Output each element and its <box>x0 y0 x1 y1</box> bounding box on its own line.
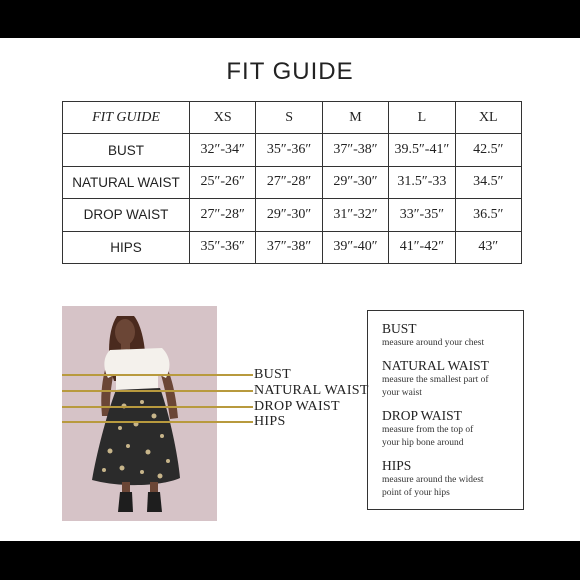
definition-item <box>382 358 515 400</box>
table-cell: 27″-28″ <box>256 166 322 198</box>
neck-shape <box>121 342 130 350</box>
definition-term: NATURAL WAIST <box>382 358 489 373</box>
hips-label: HIPS <box>254 414 286 429</box>
table-header-cell: FIT GUIDE <box>63 102 190 134</box>
definition-item <box>382 458 515 500</box>
table-row <box>63 231 522 263</box>
table-cell: 31″-32″ <box>322 199 388 231</box>
table-cell: 42.5″ <box>455 134 521 166</box>
definition-desc: measure from the top of <box>382 425 474 435</box>
table-cell: 36.5″ <box>455 199 521 231</box>
measurement-line-extensions <box>217 306 255 436</box>
table-cell: 31.5″-33 <box>389 166 455 198</box>
definition-desc: your hip bone around <box>382 438 464 448</box>
top-shape <box>104 348 169 390</box>
table-cell: 33″-35″ <box>389 199 455 231</box>
table-cell: 27″-28″ <box>190 199 256 231</box>
row-label: DROP WAIST <box>63 199 190 231</box>
page-title: FIT GUIDE <box>226 58 354 85</box>
table-row <box>63 134 522 166</box>
row-label: HIPS <box>63 231 190 263</box>
measurement-definitions <box>367 310 524 510</box>
table-cell: 32″-34″ <box>190 134 256 166</box>
table-row <box>63 166 522 198</box>
table-header-cell: M <box>322 102 388 134</box>
definition-desc: measure the smallest part of <box>382 375 489 385</box>
definition-item <box>382 321 515 350</box>
row-label: NATURAL WAIST <box>63 166 190 198</box>
table-cell: 37″-38″ <box>322 134 388 166</box>
definition-desc: your waist <box>382 388 422 398</box>
table-header-cell: L <box>389 102 455 134</box>
table-cell: 39″-40″ <box>322 231 388 263</box>
table-header-cell: XS <box>190 102 256 134</box>
table-cell: 34.5″ <box>455 166 521 198</box>
definition-desc: measure around your chest <box>382 338 485 348</box>
drop-waist-label: DROP WAIST <box>254 399 340 414</box>
table-cell: 29″-30″ <box>322 166 388 198</box>
table-cell: 35″-36″ <box>190 231 256 263</box>
table-row <box>63 199 522 231</box>
definition-term: HIPS <box>382 458 412 473</box>
head-shape <box>115 319 135 345</box>
definition-desc: point of your hips <box>382 488 450 498</box>
table-header-row <box>63 102 522 134</box>
row-label: BUST <box>63 134 190 166</box>
table-cell: 43″ <box>455 231 521 263</box>
figure-illustration <box>62 306 217 521</box>
table-cell: 41″-42″ <box>389 231 455 263</box>
table-header-cell: XL <box>455 102 521 134</box>
table-cell: 35″-36″ <box>256 134 322 166</box>
table-cell: 29″-30″ <box>256 199 322 231</box>
table-cell: 25″-26″ <box>190 166 256 198</box>
right-boot-shape <box>147 492 162 512</box>
bust-label: BUST <box>254 367 291 382</box>
fit-guide-sheet <box>0 38 580 541</box>
size-table <box>62 101 522 264</box>
definition-item <box>382 408 515 450</box>
definition-desc: measure around the widest <box>382 475 484 485</box>
left-boot-shape <box>118 492 133 512</box>
table-cell: 39.5″-41″ <box>389 134 455 166</box>
natural-waist-label: NATURAL WAIST <box>254 383 369 398</box>
definition-term: BUST <box>382 321 417 336</box>
table-header-cell: S <box>256 102 322 134</box>
table-cell: 37″-38″ <box>256 231 322 263</box>
definition-term: DROP WAIST <box>382 408 462 423</box>
figure-drawing <box>62 306 217 521</box>
